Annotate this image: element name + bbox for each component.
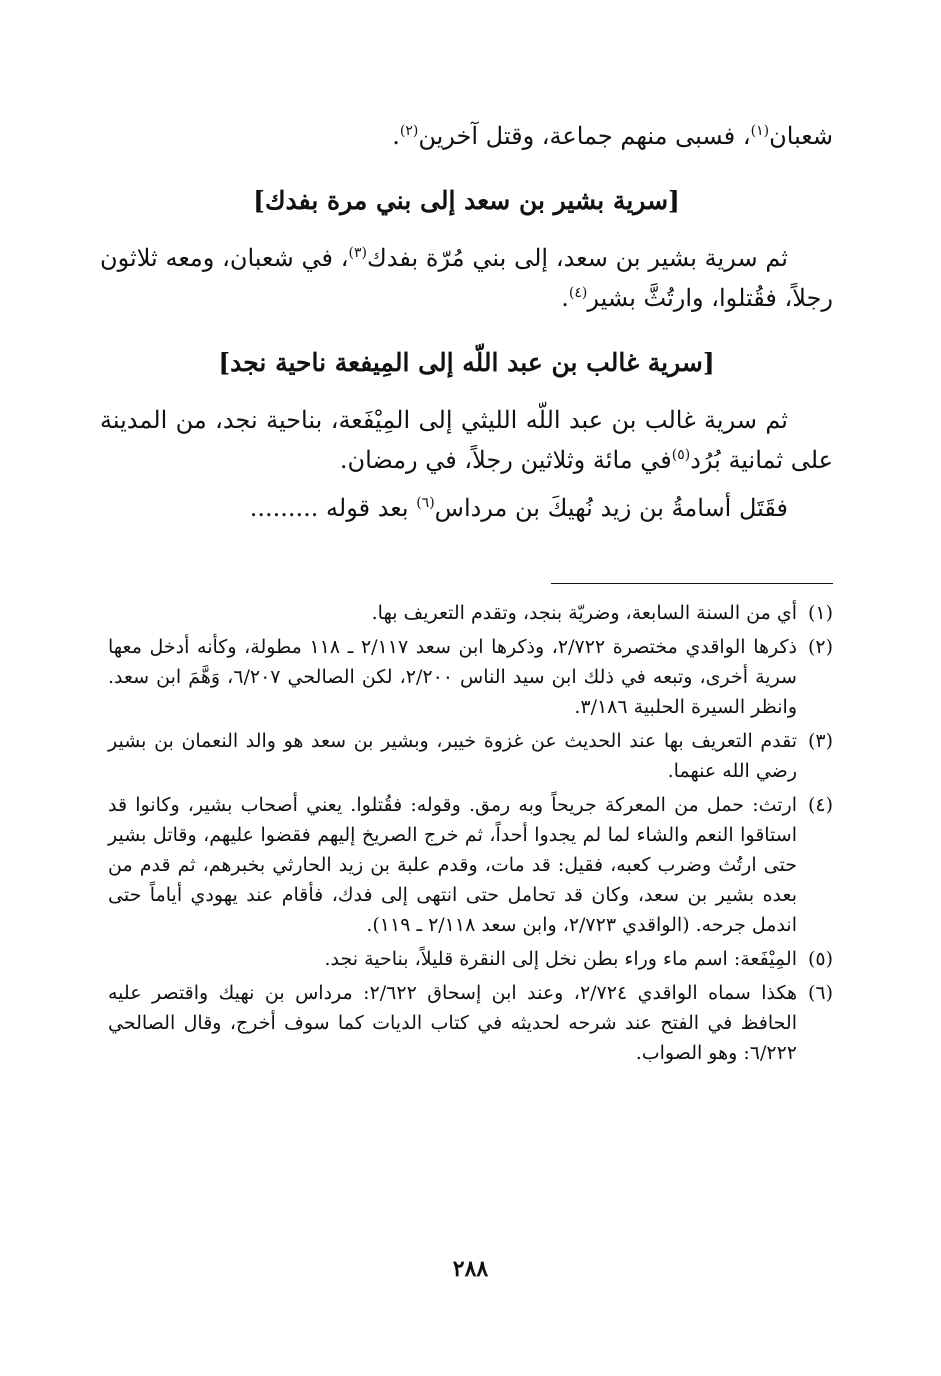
- footnote-text: ذكرها الواقدي مختصرة ٢/٧٢٢، وذكرها ابن سعد ٢/١١٧ ـ ١١٨ مطولة، وكأنه أدخل معها سرية أخرى، وتبعه في ذلك ابن سيد الناس ٢/٢٠٠، لكن الصالحي ٦/٢٠٧، وَهَّمَ ابن سعد. وانظر السيرة الحلبية ٣/١٨٦.: [108, 636, 798, 718]
- footnote-number: (٣): [807, 730, 833, 752]
- section-heading: [سرية بشير بن سعد إلى بني مرة بفدك]: [253, 186, 680, 215]
- footnote-number: (٤): [807, 794, 833, 816]
- intro-paragraph: شعبان$^{(١)}$، فسبى منهم جماعة، وقتل آخرين$^{(٢)}$.: [392, 122, 833, 150]
- section-paragraph: ثم سرية غالب بن عبد اللّه الليثي إلى المِيْفَعة، بناحية نجد، من المدينة على ثمانية بُرُد$^{(٥)}$في مائة وثلاثين رجلاً، في رمضان.: [100, 406, 833, 474]
- footnotes: [108, 598, 833, 1072]
- footnote-ref[interactable]: (٢): [399, 123, 419, 139]
- footnote-item: [108, 598, 833, 628]
- footnote-number: (٥): [807, 948, 833, 970]
- main-text: [100, 110, 833, 528]
- ellipsis-dots: .........: [249, 494, 319, 522]
- footnote-ref[interactable]: (٣): [348, 245, 367, 261]
- section-paragraph: فقَتَل أسامةُ بن زيد نُهيكَ بن مرداس$^{(٦)}$ بعد قوله .........: [249, 494, 788, 522]
- footnote-ref[interactable]: (٤): [568, 285, 588, 301]
- section-paragraph: ثم سرية بشير بن سعد، إلى بني مُرّة بفدك$^{(٣)}$، في شعبان، ومعه ثلاثون رجلاً، فقُتلوا، وارتُثَّ بشير$^{(٤)}$.: [100, 244, 833, 312]
- footnote-item: [108, 632, 833, 722]
- footnote-text: المِيْفَعة: اسم ماء وراء بطن نخل إلى النقرة قليلاً، بناحية نجد.: [324, 948, 797, 970]
- footnote-divider: [551, 583, 833, 584]
- footnote-item: [108, 978, 833, 1068]
- footnote-text: تقدم التعريف بها عند الحديث عن غزوة خيبر، وبشير بن سعد هو والد النعمان بن بشير رضي الله عنهما.: [108, 730, 797, 782]
- section-heading: [سرية غالب بن عبد اللّه إلى المِيفعة ناحية نجد]: [218, 348, 715, 377]
- footnote-number: (١): [807, 602, 833, 624]
- footnote-text: أي من السنة السابعة، وضريّة بنجد، وتقدم التعريف بها.: [371, 602, 797, 624]
- footnote-number: (٦): [807, 982, 833, 1004]
- footnote-number: (٢): [807, 636, 833, 658]
- footnote-ref[interactable]: (٥): [671, 447, 691, 463]
- footnote-text: هكذا سماه الواقدي ٢/٧٢٤، وعند ابن إسحاق ٢/٦٢٢: مرداس بن نهيك واقتصر عليه الحافظ في الفتح عند شرحه لحديثه في كتاب الديات كما سوف أخرج، وقال الصالحي ٦/٢٢٢: وهو الصواب.: [108, 982, 798, 1064]
- footnote-item: [108, 944, 833, 974]
- footnote-ref[interactable]: (٦): [416, 495, 435, 511]
- page-number: ٢٨٨: [452, 1256, 489, 1282]
- footnote-text: ارتث: حمل من المعركة جريحاً وبه رمق. وقوله: فقُتلوا. يعني أصحاب بشير، وكانوا قد استاقوا النعم والشاء لما لم يجدوا أحداً، ثم خرج الصريخ إليهم فقضوا عليهم، وقاتل بشير حتى ارتُث وضرب كعبه، فقيل: قد مات، وقدم علبة بن زيد الحارثي بخبرهم، ثم قدم من بعده بشير بن سعد، وكان قد تحامل حتى انتهى إلى فدك، فأقام عند يهودي أياماً حتى اندمل جرحه. (الواقدي ٢/٧٢٣، وابن سعد ٢/١١٨ ـ ١١٩).: [108, 794, 797, 936]
- footnote-item: [108, 790, 833, 940]
- footnote-ref[interactable]: (١): [750, 123, 770, 139]
- footnote-item: [108, 726, 833, 786]
